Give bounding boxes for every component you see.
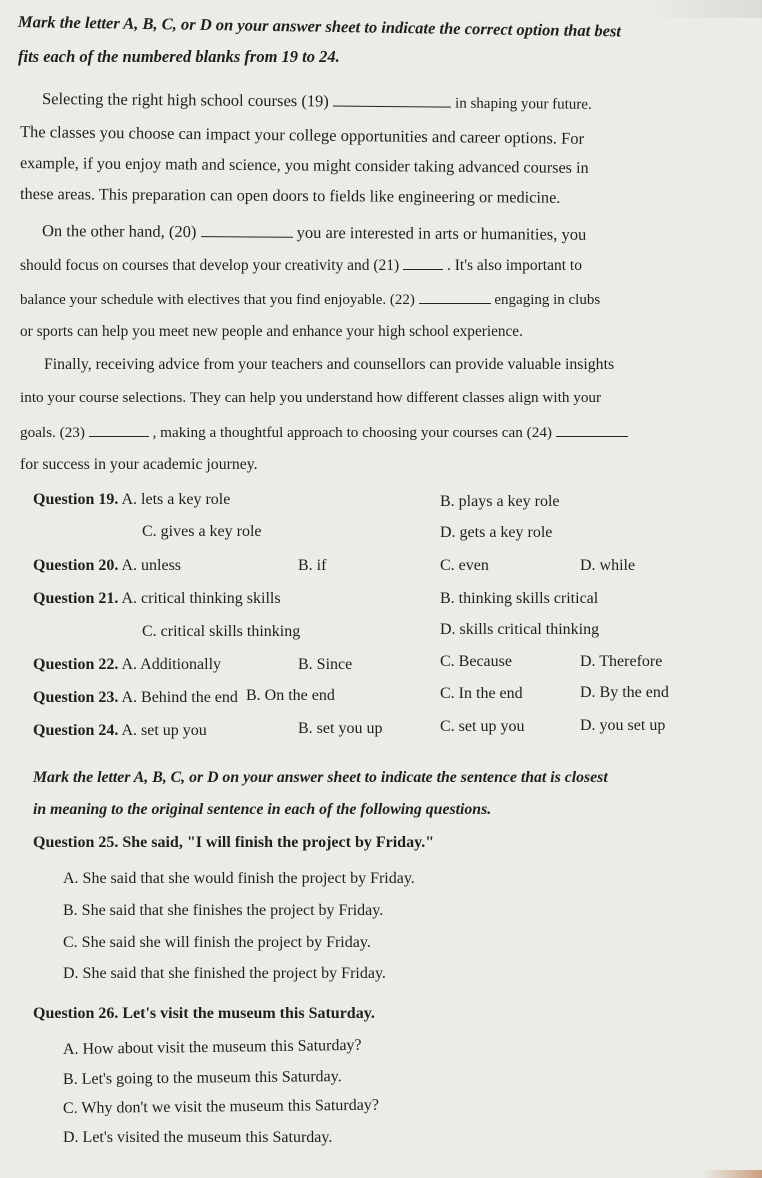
question-20 xyxy=(33,556,181,576)
option-b: B. On the end xyxy=(246,687,335,704)
instruction-line-1: Mark the letter A, B, C, or D on your answer sheet to indicate the correct option that best xyxy=(17,12,622,41)
option-d: D. gets a key role xyxy=(440,524,553,541)
passage-line xyxy=(42,89,592,115)
option-c: C. She said she will finish the project by Friday. xyxy=(63,934,371,951)
option-c: C. critical skills thinking xyxy=(142,623,301,640)
passage-line: for success in your academic journey. xyxy=(20,456,258,473)
passage-line: into your course selections. They can help you understand how different classes align with your xyxy=(20,389,602,406)
option-a: A. lets a key role xyxy=(121,491,231,508)
question-label: Question 23. xyxy=(33,689,119,706)
passage-text: should focus on courses that develop your creativity and (21) xyxy=(20,257,400,274)
passage-line: these areas. This preparation can open doors to fields like engineering or medicine. xyxy=(19,184,561,207)
question-label: Question 22. xyxy=(33,656,119,673)
passage-line: The classes you choose can impact your college opportunities and career options. For xyxy=(19,122,585,148)
passage-text: , making a thoughtful approach to choosing your courses can (24) xyxy=(152,424,552,441)
instruction-line-1: Mark the letter A, B, C, or D on your answer sheet to indicate the sentence that is closest xyxy=(33,769,608,786)
blank-23 xyxy=(89,422,149,437)
option-a: A. Additionally xyxy=(121,656,222,673)
question-19 xyxy=(33,490,230,510)
option-a: A. How about visit the museum this Saturday? xyxy=(62,1036,362,1058)
option-c: C. Because xyxy=(440,653,512,670)
passage-text: . It's also important to xyxy=(446,257,582,274)
passage-text: engaging in clubs xyxy=(494,292,601,308)
option-c: C. gives a key role xyxy=(142,523,262,540)
passage-line xyxy=(42,221,586,245)
blank-19 xyxy=(333,92,451,108)
option-d: D. you set up xyxy=(580,717,666,734)
passage-text: On the other hand, (20) xyxy=(41,221,197,242)
question-label: Question 21. xyxy=(33,590,119,607)
question-label: Question 19. xyxy=(33,491,119,508)
passage-text: you are interested in arts or humanities, you xyxy=(296,222,587,244)
blank-24 xyxy=(556,422,628,437)
option-d: D. She said that she finished the project by Friday. xyxy=(63,965,386,982)
option-b: B. if xyxy=(298,557,327,574)
passage-line: or sports can help you meet new people and enhance your high school experience. xyxy=(20,323,523,340)
option-d: D. Let's visited the museum this Saturday. xyxy=(63,1129,333,1146)
option-c: C. In the end xyxy=(440,685,523,702)
option-c: C. Why don't we visit the museum this Saturday? xyxy=(62,1096,379,1117)
option-a: A. She said that she would finish the project by Friday. xyxy=(63,870,415,887)
blank-20 xyxy=(201,222,293,238)
option-d: D. By the end xyxy=(580,684,669,701)
passage-text: Selecting the right high school courses (19) xyxy=(41,89,329,111)
question-25-stem: Question 25. She said, "I will finish the project by Friday." xyxy=(33,834,435,851)
option-a: A. critical thinking skills xyxy=(121,590,281,607)
question-26-stem: Question 26. Let's visit the museum this Saturday. xyxy=(33,1005,375,1022)
option-b: B. She said that she finishes the project by Friday. xyxy=(63,902,384,919)
option-b: B. set you up xyxy=(298,720,383,737)
passage-line: Finally, receiving advice from your teachers and counsellors can provide valuable insights xyxy=(44,356,615,373)
option-a: A. unless xyxy=(121,557,182,574)
passage-text: in shaping your future. xyxy=(455,95,592,113)
blank-21 xyxy=(403,255,443,270)
option-b: B. Let's going to the museum this Saturday. xyxy=(62,1068,342,1088)
question-24 xyxy=(33,721,207,741)
option-d: D. Therefore xyxy=(580,653,663,670)
question-21 xyxy=(33,589,281,609)
option-a: A. Behind the end xyxy=(121,689,238,706)
option-c: C. set up you xyxy=(440,718,525,735)
page-edge xyxy=(702,1170,762,1178)
passage-text: goals. (23) xyxy=(20,424,85,441)
option-d: D. skills critical thinking xyxy=(440,621,600,638)
page-shadow xyxy=(642,0,762,18)
passage-text: balance your schedule with electives that you find enjoyable. (22) xyxy=(20,292,415,308)
instruction-line-2: fits each of the numbered blanks from 19 to 24. xyxy=(18,47,340,66)
question-22 xyxy=(33,655,221,675)
passage-line xyxy=(20,422,628,443)
question-label: Question 24. xyxy=(33,722,119,739)
option-a: A. set up you xyxy=(121,722,207,739)
option-b: B. thinking skills critical xyxy=(440,590,599,607)
question-label: Question 20. xyxy=(33,557,119,574)
option-c: C. even xyxy=(440,557,489,574)
option-d: D. while xyxy=(580,557,636,574)
option-b: B. plays a key role xyxy=(440,493,560,510)
passage-line: example, if you enjoy math and science, you might consider taking advanced courses in xyxy=(19,154,589,177)
option-b: B. Since xyxy=(298,656,353,673)
question-23 xyxy=(33,688,238,708)
blank-22 xyxy=(419,289,491,304)
passage-line xyxy=(20,289,600,310)
instruction-line-2: in meaning to the original sentence in each of the following questions. xyxy=(33,801,492,818)
passage-line xyxy=(20,255,582,276)
